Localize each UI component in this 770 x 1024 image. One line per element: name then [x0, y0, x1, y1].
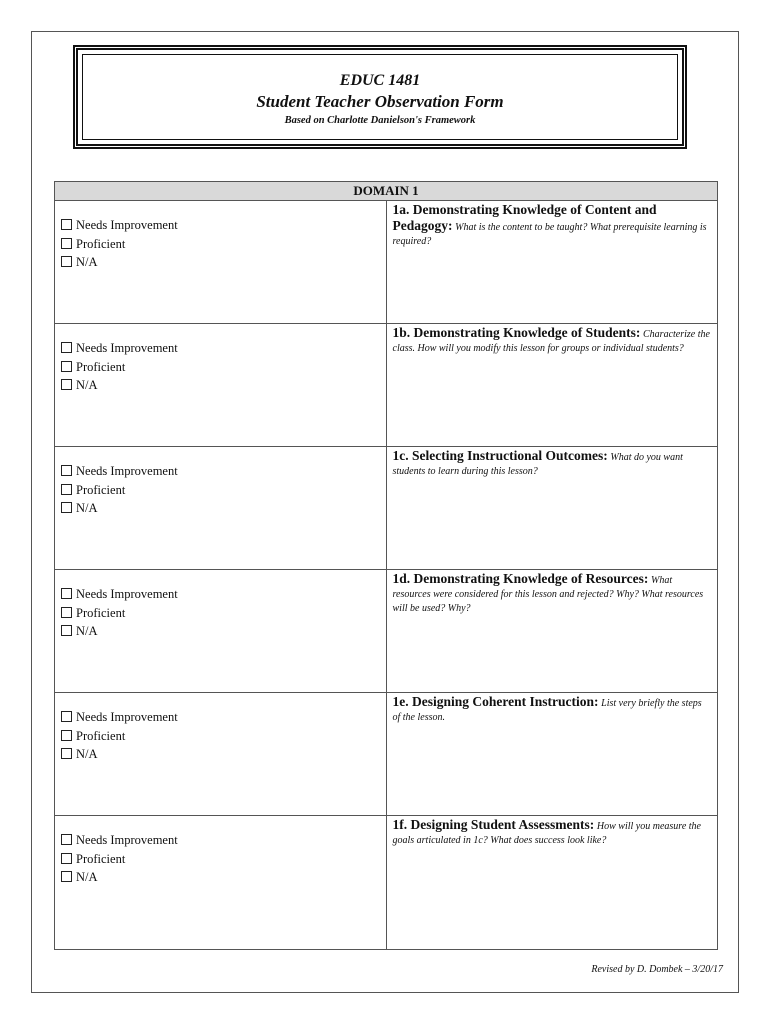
rating-cell	[55, 447, 387, 570]
component-title: 1c. Selecting Instructional Outcomes:	[392, 448, 608, 463]
domain-header: DOMAIN 1	[55, 182, 718, 201]
rating-option-label: Proficient	[76, 236, 126, 251]
checkbox-icon[interactable]	[61, 502, 72, 513]
checkbox-icon[interactable]	[61, 834, 72, 845]
checkbox-icon[interactable]	[61, 730, 72, 741]
title-inner	[82, 54, 678, 140]
rating-option[interactable]	[61, 868, 386, 887]
rating-options	[61, 216, 386, 272]
checkbox-icon[interactable]	[61, 588, 72, 599]
domain-table	[54, 181, 718, 950]
rating-option[interactable]	[61, 499, 386, 518]
rating-options	[61, 462, 386, 518]
rating-option[interactable]	[61, 745, 386, 764]
component-question: Characterize the class. How will you modify this lesson for groups or individual students?	[392, 329, 710, 354]
revision-note: Revised by D. Dombek – 3/20/17	[591, 964, 723, 975]
rating-option[interactable]	[61, 850, 386, 869]
checkbox-icon[interactable]	[61, 625, 72, 636]
component-question: List very briefly the steps of the lesson.	[392, 698, 702, 723]
checkbox-icon[interactable]	[61, 256, 72, 267]
rating-option-label: Needs Improvement	[76, 710, 178, 724]
checkbox-icon[interactable]	[61, 465, 72, 476]
form-subtitle: Based on Charlotte Danielson's Framework	[284, 115, 476, 126]
checkbox-icon[interactable]	[61, 484, 72, 495]
rating-option[interactable]	[61, 727, 386, 746]
component-cell[interactable]	[386, 816, 718, 950]
domain-row	[55, 693, 718, 816]
rating-option[interactable]	[61, 604, 386, 623]
rating-option[interactable]	[61, 339, 386, 358]
rating-option[interactable]	[61, 622, 386, 641]
rating-options	[61, 339, 386, 395]
checkbox-icon[interactable]	[61, 238, 72, 249]
component-cell[interactable]	[386, 570, 718, 693]
rating-option[interactable]	[61, 216, 386, 235]
checkbox-icon[interactable]	[61, 853, 72, 864]
checkbox-icon[interactable]	[61, 342, 72, 353]
component-cell[interactable]	[386, 324, 718, 447]
rating-option[interactable]	[61, 585, 386, 604]
rating-cell	[55, 201, 387, 324]
component-cell[interactable]	[386, 693, 718, 816]
rating-option-label: Proficient	[76, 605, 126, 620]
rating-options	[61, 708, 386, 764]
rating-option[interactable]	[61, 376, 386, 395]
checkbox-icon[interactable]	[61, 871, 72, 882]
rating-option[interactable]	[61, 831, 386, 850]
component-title: 1d. Demonstrating Knowledge of Resources:	[392, 571, 649, 586]
rating-option[interactable]	[61, 481, 386, 500]
component-question: What resources were considered for this lesson and rejected? Why? What resources will be used? Why?	[392, 575, 704, 614]
rating-options	[61, 585, 386, 641]
rating-options	[61, 831, 386, 887]
rating-cell	[55, 816, 387, 950]
rating-option[interactable]	[61, 358, 386, 377]
rating-option-label: Needs Improvement	[76, 341, 178, 355]
rating-option-label: N/A	[76, 501, 98, 515]
course-title: EDUC 1481	[339, 72, 421, 89]
rating-cell	[55, 693, 387, 816]
rating-cell	[55, 324, 387, 447]
component-question: How will you measure the goals articulated in 1c? What does success look like?	[392, 821, 701, 846]
component-title: 1b. Demonstrating Knowledge of Students:	[392, 325, 641, 340]
component-question: What is the content to be taught? What prerequisite learning is required?	[392, 222, 707, 247]
domain-row	[55, 447, 718, 570]
domain-row	[55, 570, 718, 693]
checkbox-icon[interactable]	[61, 748, 72, 759]
form-title: Student Teacher Observation Form	[256, 92, 504, 111]
rating-option-label: Proficient	[76, 359, 126, 374]
checkbox-icon[interactable]	[61, 379, 72, 390]
domain-row	[55, 201, 718, 324]
component-title: 1a. Demonstrating Knowledge of Content and Pedagogy:	[392, 202, 657, 233]
component-title: 1e. Designing Coherent Instruction:	[392, 694, 599, 709]
rating-option-label: Needs Improvement	[76, 587, 178, 601]
checkbox-icon[interactable]	[61, 607, 72, 618]
checkbox-icon[interactable]	[61, 361, 72, 372]
component-cell[interactable]	[386, 201, 718, 324]
rating-option-label: N/A	[76, 870, 98, 884]
rating-option-label: Proficient	[76, 851, 126, 866]
rating-option-label: N/A	[76, 378, 98, 392]
checkbox-icon[interactable]	[61, 219, 72, 230]
checkbox-icon[interactable]	[61, 711, 72, 722]
component-cell[interactable]	[386, 447, 718, 570]
rating-option-label: N/A	[76, 624, 98, 638]
rating-option-label: N/A	[76, 747, 98, 761]
component-title: 1f. Designing Student Assessments:	[392, 817, 595, 832]
title-box	[73, 45, 687, 149]
rating-option[interactable]	[61, 235, 386, 254]
rating-option-label: Needs Improvement	[76, 833, 178, 847]
rating-option-label: Proficient	[76, 728, 126, 743]
component-question: What do you want students to learn during this lesson?	[392, 452, 683, 477]
rating-cell	[55, 570, 387, 693]
rating-option[interactable]	[61, 253, 386, 272]
rating-option[interactable]	[61, 708, 386, 727]
rating-option-label: Needs Improvement	[76, 464, 178, 478]
domain-row	[55, 324, 718, 447]
rating-option-label: Needs Improvement	[76, 218, 178, 232]
rating-option[interactable]	[61, 462, 386, 481]
rating-option-label: Proficient	[76, 482, 126, 497]
rating-option-label: N/A	[76, 255, 98, 269]
domain-row	[55, 816, 718, 950]
